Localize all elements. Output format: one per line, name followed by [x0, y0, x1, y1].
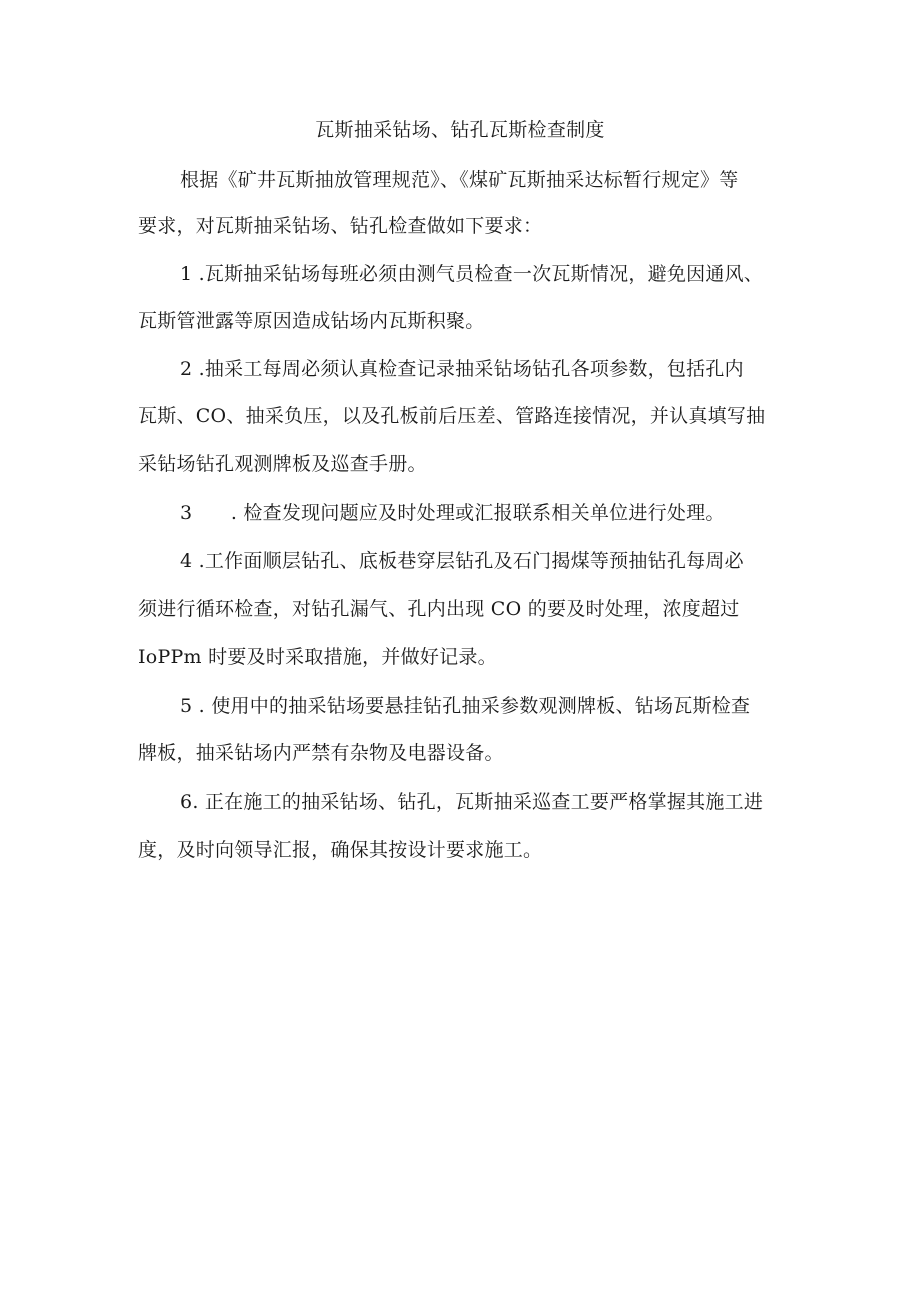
item-5-line: 牌板，抽采钻场内严禁有杂物及电器设备。	[138, 742, 504, 764]
document-title: 瓦斯抽采钻场、钻孔瓦斯检查制度	[315, 119, 605, 141]
item-2-line: 瓦斯、CO、抽采负压，以及孔板前后压差、管路连接情况，并认真填写抽	[138, 405, 766, 427]
item-6-line: 度，及时向领导汇报，确保其按设计要求施工。	[138, 839, 543, 861]
item-4-line: 4 .工作面顺层钻孔、底板巷穿层钻孔及石门揭煤等预抽钻孔每周必	[180, 550, 744, 572]
item-2-line: 采钻场钻孔观测牌板及巡查手册。	[138, 453, 427, 475]
item-1-line: 1 .瓦斯抽采钻场每班必须由测气员检查一次瓦斯情况，避免因通风、	[180, 263, 764, 285]
intro-line: 要求，对瓦斯抽采钻场、钻孔检查做如下要求：	[138, 215, 543, 237]
item-2-line: 2 .抽采工每周必须认真检查记录抽采钻场钻孔各项参数，包括孔内	[180, 358, 744, 380]
item-4-line: 须进行循环检查，对钻孔漏气、孔内出现 CO 的要及时处理，浓度超过	[138, 598, 740, 620]
item-3-line: 3 . 检查发现问题应及时处理或汇报联系相关单位进行处理。	[180, 502, 725, 524]
item-5-line: 5 . 使用中的抽采钻场要悬挂钻孔抽采参数观测牌板、钻场瓦斯检查	[180, 695, 751, 717]
intro-line: 根据《矿井瓦斯抽放管理规范》、《煤矿瓦斯抽采达标暂行规定》等	[180, 169, 739, 191]
item-4-line: IoPPm 时要及时采取措施，并做好记录。	[138, 646, 497, 668]
item-1-line: 瓦斯管泄露等原因造成钻场内瓦斯积聚。	[138, 310, 485, 332]
item-6-line: 6. 正在施工的抽采钻场、钻孔，瓦斯抽采巡查工要严格掌握其施工进	[180, 791, 764, 813]
